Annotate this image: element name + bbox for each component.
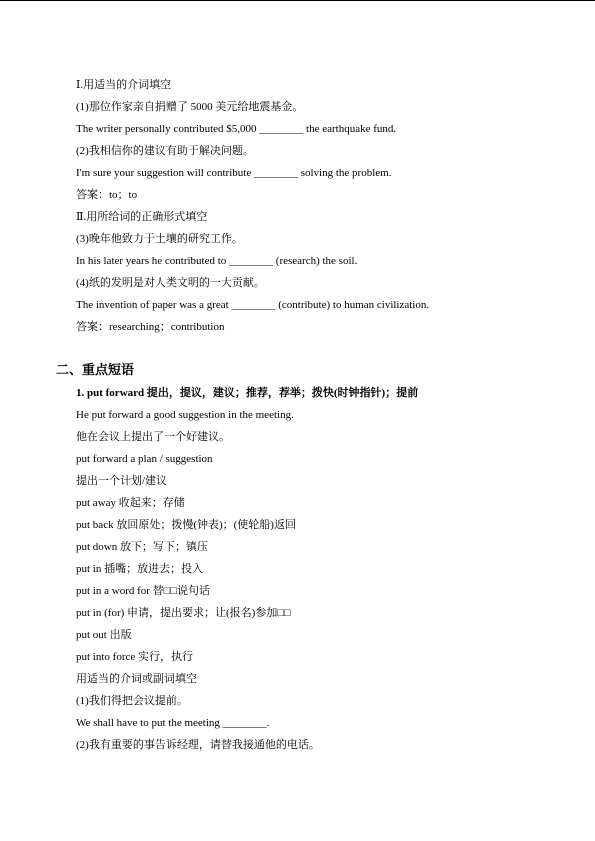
example-1-english: He put forward a good suggestion in the meeting. <box>76 409 294 421</box>
exercise-1-chinese: (1)我们得把会议提前。 <box>76 695 188 707</box>
answer-2: 答案：researching；contribution <box>76 321 225 333</box>
exercise-title: 用适当的介词或副词填空 <box>76 673 197 685</box>
phrase-put-away: put away 收起来；存储 <box>76 497 185 509</box>
phrase-item-1-label: 1. put forward <box>76 387 145 399</box>
question-2-english: I'm sure your suggestion will contribute ________ solving the problem. <box>76 167 392 179</box>
part2-title: Ⅱ.用所给词的正确形式填空 <box>76 211 208 223</box>
phrase-put-in: put in 插嘴；放进去；投入 <box>76 563 204 575</box>
example-1-chinese: 他在会议上提出了一个好建议。 <box>76 431 230 443</box>
question-2-chinese: (2)我相信你的建议有助于解决问题。 <box>76 145 254 157</box>
phrase-english: put forward a plan / suggestion <box>76 453 213 465</box>
phrase-chinese: 提出一个计划/建议 <box>76 475 168 487</box>
phrase-put-out: put out 出版 <box>76 629 132 641</box>
phrase-item-1-meaning: 提出，提议，建议；推荐，荐举；拨快(时钟指针)；提前 <box>144 387 419 399</box>
phrase-put-in-for: put in (for) 申请，提出要求；让(报名)参加□□ <box>76 607 291 619</box>
question-4-chinese: (4)纸的发明是对人类文明的一大贡献。 <box>76 277 265 289</box>
part1-title: Ⅰ.用适当的介词填空 <box>76 79 172 91</box>
question-3-english: In his later years he contributed to ________ (research) the soil. <box>76 255 358 267</box>
phrase-put-down: put down 放下；写下；镇压 <box>76 541 208 553</box>
phrase-put-into-force: put into force 实行，执行 <box>76 651 194 663</box>
question-1-chinese: (1)那位作家亲自捐赠了 5000 美元给地震基金。 <box>76 101 304 113</box>
answer-1: 答案：to；to <box>76 189 138 201</box>
phrase-put-back: put back 放回原处；拨慢(钟表)；(使轮船)返回 <box>76 519 296 531</box>
exercise-1-english: We shall have to put the meeting ________. <box>76 717 270 729</box>
question-1-english: The writer personally contributed $5,000 ________ the earthquake fund. <box>76 123 397 135</box>
question-4-english: The invention of paper was a great ________ (contribute) to human civilization. <box>76 299 430 311</box>
page-top-rule <box>0 0 595 1</box>
phrase-item-1 <box>76 386 418 400</box>
phrase-put-in-a-word-for: put in a word for 替□□说句话 <box>76 585 210 597</box>
exercise-2-chinese: (2)我有重要的事告诉经理，请替我接通他的电话。 <box>76 739 320 751</box>
question-3-chinese: (3)晚年他致力于土壤的研究工作。 <box>76 233 243 245</box>
section-heading-key-phrases: 二、重点短语 <box>56 362 135 377</box>
